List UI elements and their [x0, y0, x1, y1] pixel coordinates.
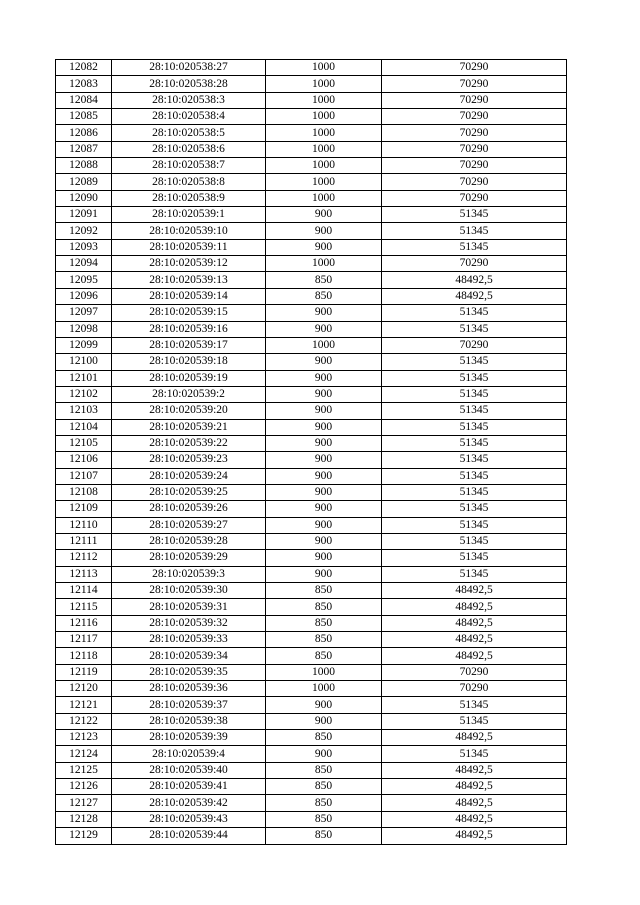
- table-row: [56, 713, 567, 729]
- value-cell: 51345: [382, 370, 567, 386]
- table-row: [56, 452, 567, 468]
- area-cell: 900: [266, 354, 382, 370]
- table-row: [56, 109, 567, 125]
- table-row: [56, 795, 567, 811]
- area-cell: 850: [266, 648, 382, 664]
- row-number-cell: 12082: [56, 60, 112, 76]
- table-row: [56, 125, 567, 141]
- cadastral-number-cell: 28:10:020539:20: [112, 403, 266, 419]
- value-cell: 70290: [382, 681, 567, 697]
- value-cell: 51345: [382, 550, 567, 566]
- row-number-cell: 12125: [56, 762, 112, 778]
- cadastral-number-cell: 28:10:020539:37: [112, 697, 266, 713]
- row-number-cell: 12129: [56, 828, 112, 844]
- table-row: [56, 599, 567, 615]
- cadastral-number-cell: 28:10:020539:42: [112, 795, 266, 811]
- cadastral-number-cell: 28:10:020539:41: [112, 779, 266, 795]
- table-row: [56, 550, 567, 566]
- row-number-cell: 12102: [56, 386, 112, 402]
- row-number-cell: 12104: [56, 419, 112, 435]
- cadastral-number-cell: 28:10:020539:27: [112, 517, 266, 533]
- cadastral-number-cell: 28:10:020539:44: [112, 828, 266, 844]
- area-cell: 850: [266, 632, 382, 648]
- value-cell: 48492,5: [382, 288, 567, 304]
- area-cell: 900: [266, 566, 382, 582]
- cadastral-number-cell: 28:10:020539:34: [112, 648, 266, 664]
- value-cell: 51345: [382, 468, 567, 484]
- value-cell: 70290: [382, 76, 567, 92]
- table-row: [56, 533, 567, 549]
- table-row: [56, 730, 567, 746]
- table-row: [56, 158, 567, 174]
- cadastral-number-cell: 28:10:020539:17: [112, 337, 266, 353]
- area-cell: 1000: [266, 664, 382, 680]
- table-row: [56, 664, 567, 680]
- row-number-cell: 12121: [56, 697, 112, 713]
- area-cell: 1000: [266, 92, 382, 108]
- row-number-cell: 12107: [56, 468, 112, 484]
- cadastral-number-cell: 28:10:020539:31: [112, 599, 266, 615]
- value-cell: 48492,5: [382, 599, 567, 615]
- row-number-cell: 12091: [56, 207, 112, 223]
- row-number-cell: 12111: [56, 533, 112, 549]
- area-cell: 1000: [266, 174, 382, 190]
- table-row: [56, 174, 567, 190]
- area-cell: 900: [266, 713, 382, 729]
- row-number-cell: 12117: [56, 632, 112, 648]
- value-cell: 70290: [382, 92, 567, 108]
- row-number-cell: 12086: [56, 125, 112, 141]
- table-row: [56, 484, 567, 500]
- cadastral-number-cell: 28:10:020539:23: [112, 452, 266, 468]
- cadastral-number-cell: 28:10:020539:30: [112, 583, 266, 599]
- value-cell: 70290: [382, 174, 567, 190]
- area-cell: 900: [266, 484, 382, 500]
- area-cell: 900: [266, 223, 382, 239]
- cadastral-number-cell: 28:10:020539:18: [112, 354, 266, 370]
- value-cell: 51345: [382, 321, 567, 337]
- value-cell: 51345: [382, 533, 567, 549]
- value-cell: 70290: [382, 125, 567, 141]
- area-cell: 900: [266, 370, 382, 386]
- cadastral-number-cell: 28:10:020539:2: [112, 386, 266, 402]
- table-row: [56, 419, 567, 435]
- cadastral-number-cell: 28:10:020539:39: [112, 730, 266, 746]
- value-cell: 51345: [382, 697, 567, 713]
- table-row: [56, 828, 567, 844]
- value-cell: 51345: [382, 501, 567, 517]
- value-cell: 51345: [382, 452, 567, 468]
- area-cell: 850: [266, 615, 382, 631]
- value-cell: 51345: [382, 713, 567, 729]
- value-cell: 51345: [382, 305, 567, 321]
- value-cell: 48492,5: [382, 730, 567, 746]
- cadastral-number-cell: 28:10:020539:26: [112, 501, 266, 517]
- table-row: [56, 583, 567, 599]
- cadastral-number-cell: 28:10:020539:19: [112, 370, 266, 386]
- table-row: [56, 76, 567, 92]
- row-number-cell: 12113: [56, 566, 112, 582]
- table-row: [56, 435, 567, 451]
- row-number-cell: 12089: [56, 174, 112, 190]
- cadastral-number-cell: 28:10:020539:28: [112, 533, 266, 549]
- value-cell: 51345: [382, 207, 567, 223]
- area-cell: 850: [266, 828, 382, 844]
- row-number-cell: 12122: [56, 713, 112, 729]
- row-number-cell: 12112: [56, 550, 112, 566]
- row-number-cell: 12096: [56, 288, 112, 304]
- table-body: [56, 60, 567, 845]
- cadastral-number-cell: 28:10:020539:11: [112, 239, 266, 255]
- row-number-cell: 12109: [56, 501, 112, 517]
- table-row: [56, 288, 567, 304]
- table-row: [56, 256, 567, 272]
- table-row: [56, 321, 567, 337]
- table-row: [56, 468, 567, 484]
- table-row: [56, 239, 567, 255]
- area-cell: 1000: [266, 158, 382, 174]
- cadastral-number-cell: 28:10:020539:38: [112, 713, 266, 729]
- area-cell: 1000: [266, 337, 382, 353]
- area-cell: 1000: [266, 109, 382, 125]
- table-row: [56, 762, 567, 778]
- row-number-cell: 12110: [56, 517, 112, 533]
- cadastral-number-cell: 28:10:020538:9: [112, 190, 266, 206]
- table-row: [56, 207, 567, 223]
- table-row: [56, 517, 567, 533]
- cadastral-number-cell: 28:10:020539:4: [112, 746, 266, 762]
- value-cell: 48492,5: [382, 632, 567, 648]
- value-cell: 48492,5: [382, 583, 567, 599]
- table-row: [56, 648, 567, 664]
- value-cell: 51345: [382, 517, 567, 533]
- row-number-cell: 12092: [56, 223, 112, 239]
- row-number-cell: 12106: [56, 452, 112, 468]
- table-row: [56, 337, 567, 353]
- value-cell: 51345: [382, 435, 567, 451]
- value-cell: 70290: [382, 190, 567, 206]
- value-cell: 70290: [382, 141, 567, 157]
- cadastral-number-cell: 28:10:020539:43: [112, 811, 266, 827]
- value-cell: 51345: [382, 566, 567, 582]
- row-number-cell: 12115: [56, 599, 112, 615]
- cadastral-number-cell: 28:10:020539:3: [112, 566, 266, 582]
- row-number-cell: 12101: [56, 370, 112, 386]
- area-cell: 850: [266, 583, 382, 599]
- table-row: [56, 92, 567, 108]
- row-number-cell: 12094: [56, 256, 112, 272]
- row-number-cell: 12126: [56, 779, 112, 795]
- row-number-cell: 12123: [56, 730, 112, 746]
- area-cell: 1000: [266, 190, 382, 206]
- cadastral-number-cell: 28:10:020539:36: [112, 681, 266, 697]
- cadastral-number-cell: 28:10:020539:35: [112, 664, 266, 680]
- area-cell: 1000: [266, 60, 382, 76]
- area-cell: 850: [266, 779, 382, 795]
- row-number-cell: 12105: [56, 435, 112, 451]
- value-cell: 70290: [382, 109, 567, 125]
- row-number-cell: 12093: [56, 239, 112, 255]
- cadastral-number-cell: 28:10:020539:15: [112, 305, 266, 321]
- table-row: [56, 60, 567, 76]
- area-cell: 900: [266, 746, 382, 762]
- table-row: [56, 403, 567, 419]
- cadastral-number-cell: 28:10:020539:13: [112, 272, 266, 288]
- table-row: [56, 697, 567, 713]
- cadastral-number-cell: 28:10:020539:14: [112, 288, 266, 304]
- row-number-cell: 12127: [56, 795, 112, 811]
- row-number-cell: 12118: [56, 648, 112, 664]
- area-cell: 900: [266, 305, 382, 321]
- table-row: [56, 223, 567, 239]
- row-number-cell: 12090: [56, 190, 112, 206]
- area-cell: 1000: [266, 125, 382, 141]
- row-number-cell: 12085: [56, 109, 112, 125]
- row-number-cell: 12098: [56, 321, 112, 337]
- value-cell: 48492,5: [382, 828, 567, 844]
- cadastral-number-cell: 28:10:020539:16: [112, 321, 266, 337]
- value-cell: 48492,5: [382, 615, 567, 631]
- value-cell: 48492,5: [382, 648, 567, 664]
- cadastral-number-cell: 28:10:020538:7: [112, 158, 266, 174]
- area-cell: 900: [266, 550, 382, 566]
- area-cell: 900: [266, 697, 382, 713]
- cadastral-number-cell: 28:10:020539:12: [112, 256, 266, 272]
- table-row: [56, 681, 567, 697]
- value-cell: 51345: [382, 746, 567, 762]
- table-row: [56, 141, 567, 157]
- table-row: [56, 386, 567, 402]
- area-cell: 900: [266, 452, 382, 468]
- value-cell: 51345: [382, 354, 567, 370]
- row-number-cell: 12114: [56, 583, 112, 599]
- cadastral-number-cell: 28:10:020539:33: [112, 632, 266, 648]
- area-cell: 900: [266, 239, 382, 255]
- table-row: [56, 190, 567, 206]
- value-cell: 51345: [382, 239, 567, 255]
- row-number-cell: 12088: [56, 158, 112, 174]
- value-cell: 70290: [382, 60, 567, 76]
- row-number-cell: 12099: [56, 337, 112, 353]
- value-cell: 70290: [382, 664, 567, 680]
- value-cell: 70290: [382, 337, 567, 353]
- cadastral-number-cell: 28:10:020538:6: [112, 141, 266, 157]
- area-cell: 900: [266, 386, 382, 402]
- area-cell: 900: [266, 468, 382, 484]
- row-number-cell: 12097: [56, 305, 112, 321]
- area-cell: 850: [266, 811, 382, 827]
- cadastral-number-cell: 28:10:020538:28: [112, 76, 266, 92]
- cadastral-number-cell: 28:10:020539:29: [112, 550, 266, 566]
- value-cell: 51345: [382, 386, 567, 402]
- cadastral-number-cell: 28:10:020539:25: [112, 484, 266, 500]
- table-row: [56, 632, 567, 648]
- area-cell: 850: [266, 599, 382, 615]
- cadastral-number-cell: 28:10:020539:24: [112, 468, 266, 484]
- cadastral-number-cell: 28:10:020539:32: [112, 615, 266, 631]
- value-cell: 51345: [382, 223, 567, 239]
- value-cell: 51345: [382, 419, 567, 435]
- table-row: [56, 615, 567, 631]
- data-table: [55, 59, 567, 845]
- value-cell: 48492,5: [382, 272, 567, 288]
- cadastral-number-cell: 28:10:020538:8: [112, 174, 266, 190]
- area-cell: 900: [266, 533, 382, 549]
- row-number-cell: 12120: [56, 681, 112, 697]
- row-number-cell: 12103: [56, 403, 112, 419]
- table-row: [56, 566, 567, 582]
- table-row: [56, 305, 567, 321]
- area-cell: 900: [266, 419, 382, 435]
- area-cell: 900: [266, 321, 382, 337]
- row-number-cell: 12124: [56, 746, 112, 762]
- cadastral-number-cell: 28:10:020539:21: [112, 419, 266, 435]
- row-number-cell: 12108: [56, 484, 112, 500]
- area-cell: 1000: [266, 256, 382, 272]
- cadastral-number-cell: 28:10:020539:40: [112, 762, 266, 778]
- row-number-cell: 12119: [56, 664, 112, 680]
- table-row: [56, 354, 567, 370]
- cadastral-number-cell: 28:10:020538:5: [112, 125, 266, 141]
- table-row: [56, 501, 567, 517]
- value-cell: 48492,5: [382, 762, 567, 778]
- row-number-cell: 12084: [56, 92, 112, 108]
- area-cell: 1000: [266, 141, 382, 157]
- value-cell: 70290: [382, 158, 567, 174]
- area-cell: 850: [266, 762, 382, 778]
- cadastral-number-cell: 28:10:020538:3: [112, 92, 266, 108]
- row-number-cell: 12100: [56, 354, 112, 370]
- cadastral-number-cell: 28:10:020539:10: [112, 223, 266, 239]
- cadastral-number-cell: 28:10:020538:4: [112, 109, 266, 125]
- area-cell: 850: [266, 730, 382, 746]
- area-cell: 850: [266, 288, 382, 304]
- table-row: [56, 746, 567, 762]
- value-cell: 51345: [382, 403, 567, 419]
- cadastral-number-cell: 28:10:020539:1: [112, 207, 266, 223]
- value-cell: 48492,5: [382, 779, 567, 795]
- area-cell: 850: [266, 795, 382, 811]
- area-cell: 900: [266, 403, 382, 419]
- area-cell: 900: [266, 517, 382, 533]
- area-cell: 900: [266, 435, 382, 451]
- value-cell: 48492,5: [382, 811, 567, 827]
- row-number-cell: 12116: [56, 615, 112, 631]
- area-cell: 850: [266, 272, 382, 288]
- table-row: [56, 811, 567, 827]
- value-cell: 70290: [382, 256, 567, 272]
- row-number-cell: 12083: [56, 76, 112, 92]
- row-number-cell: 12128: [56, 811, 112, 827]
- cadastral-number-cell: 28:10:020538:27: [112, 60, 266, 76]
- area-cell: 900: [266, 207, 382, 223]
- row-number-cell: 12095: [56, 272, 112, 288]
- area-cell: 900: [266, 501, 382, 517]
- table-row: [56, 779, 567, 795]
- value-cell: 48492,5: [382, 795, 567, 811]
- area-cell: 1000: [266, 76, 382, 92]
- value-cell: 51345: [382, 484, 567, 500]
- table-row: [56, 272, 567, 288]
- table-row: [56, 370, 567, 386]
- cadastral-number-cell: 28:10:020539:22: [112, 435, 266, 451]
- row-number-cell: 12087: [56, 141, 112, 157]
- area-cell: 1000: [266, 681, 382, 697]
